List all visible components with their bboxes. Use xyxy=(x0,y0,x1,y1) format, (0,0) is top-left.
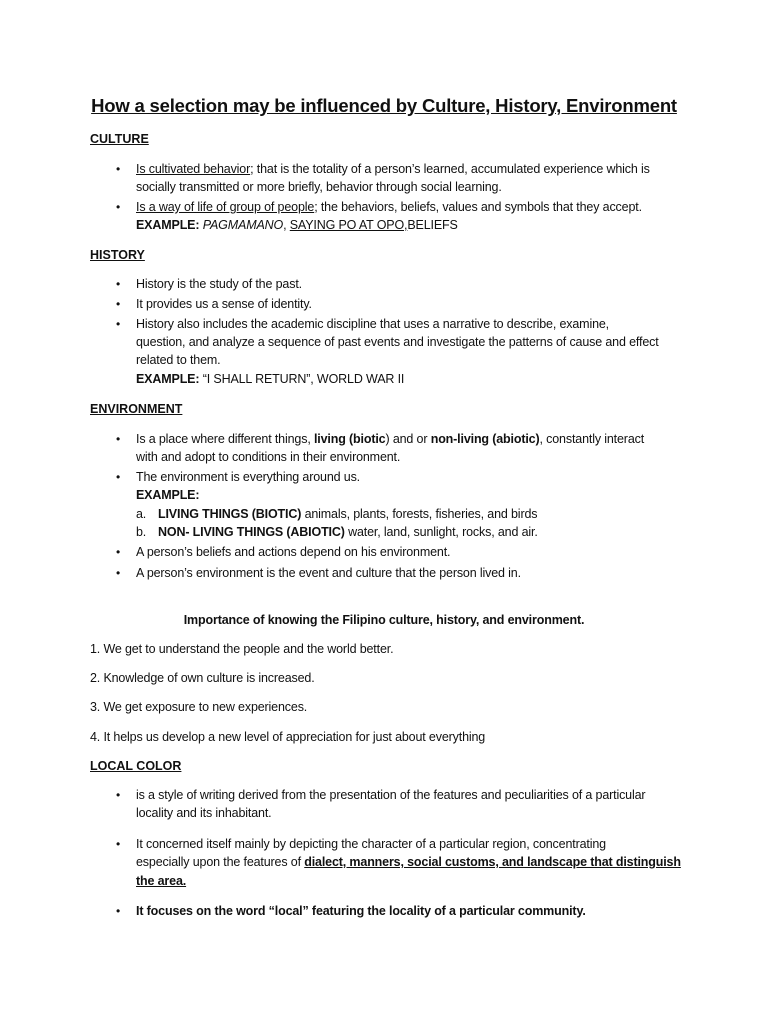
example-label: EXAMPLE: xyxy=(136,218,200,232)
example-comma: , xyxy=(283,218,287,232)
culture-item-1-rest: ; that is the totality of a person’s learned, accumulated experience which is xyxy=(250,162,650,176)
history-item-3-l3: related to them. xyxy=(136,353,221,367)
bullet-icon: • xyxy=(116,837,121,851)
importance-item-1: 1. We get to understand the people and the world better. xyxy=(90,642,394,656)
env-item-1-b: living (biotic xyxy=(313,432,386,446)
env-sub-a-bold: LIVING THINGS (BIOTIC) xyxy=(158,507,302,521)
bullet-icon: • xyxy=(116,566,121,580)
local-color-item-3: It focuses on the word “local” featuring the locality of a particular community. xyxy=(136,904,586,918)
culture-item-1-cont: socially transmitted or more briefly, behavior through social learning. xyxy=(136,180,502,194)
local-color-item-1-l1: is a style of writing derived from the presentation of the features and peculiarities of a particular xyxy=(136,788,646,802)
bullet-icon: • xyxy=(116,200,121,214)
environment-item-1-l2: with and adopt to conditions in their environment. xyxy=(136,450,401,464)
culture-example xyxy=(136,218,458,232)
culture-item-1 xyxy=(136,162,650,176)
history-item-1: History is the study of the past. xyxy=(136,277,302,291)
bullet-icon: • xyxy=(116,317,121,331)
importance-item-2: 2. Knowledge of own culture is increased. xyxy=(90,671,315,685)
history-example-text: “I SHALL RETURN”, WORLD WAR II xyxy=(202,372,405,386)
env-item-1-c: ) and or xyxy=(385,432,428,446)
environment-sub-b xyxy=(158,525,538,539)
importance-item-3: 3. We get exposure to new experiences. xyxy=(90,700,308,714)
local-color-item-2-l3: the area. xyxy=(136,874,187,888)
local-color-item-2-l2 xyxy=(136,855,681,869)
example-pagmamano: PAGMAMANO xyxy=(202,218,284,232)
bullet-icon: • xyxy=(116,545,121,559)
env-item-1-e: , constantly interact xyxy=(539,432,645,446)
history-heading: HISTORY xyxy=(90,248,145,262)
environment-item-1 xyxy=(136,432,644,446)
environment-sub-a-marker: a. xyxy=(136,507,147,521)
culture-item-1-lead: Is cultivated behavior xyxy=(136,162,251,176)
culture-heading: CULTURE xyxy=(90,132,149,146)
history-item-3-l1: History also includes the academic discipline that uses a narrative to describe, examine, xyxy=(136,317,610,331)
env-item-1-a: Is a place where different things, xyxy=(136,432,311,446)
example-beliefs: BELIEFS xyxy=(407,218,458,232)
example-label: EXAMPLE: xyxy=(136,372,200,386)
local-color-item-2-l1: It concerned itself mainly by depicting the character of a particular region, concentrating xyxy=(136,837,606,851)
importance-heading: Importance of knowing the Filipino culture, history, and environment. xyxy=(183,613,585,627)
env-item-1-d: non-living (abiotic) xyxy=(430,432,540,446)
culture-item-2-rest: ; the behaviors, beliefs, values and symbols that they accept. xyxy=(314,200,642,214)
env-sub-a-text: animals, plants, forests, fisheries, and birds xyxy=(304,507,538,521)
history-example xyxy=(136,372,404,386)
importance-item-4: 4. It helps us develop a new level of appreciation for just about everything xyxy=(90,730,486,744)
local-color-item-1-l2: locality and its inhabitant. xyxy=(136,806,272,820)
environment-sub-b-marker: b. xyxy=(136,525,147,539)
bullet-icon: • xyxy=(116,788,121,802)
history-item-2: It provides us a sense of identity. xyxy=(136,297,312,311)
document-title: How a selection may be influenced by Culture, History, Environment xyxy=(91,95,677,116)
example-saying: SAYING PO AT OPO, xyxy=(289,218,408,232)
env-sub-b-text: water, land, sunlight, rocks, and air. xyxy=(348,525,538,539)
bullet-icon: • xyxy=(116,432,121,446)
bullet-icon: • xyxy=(116,297,121,311)
local-color-item-2-l2a: especially upon the features of xyxy=(136,855,301,869)
local-color-heading: LOCAL COLOR xyxy=(90,759,182,773)
environment-example-label: EXAMPLE: xyxy=(136,488,200,502)
environment-item-4: A person’s environment is the event and culture that the person lived in. xyxy=(136,566,521,580)
env-sub-b-bold: NON- LIVING THINGS (ABIOTIC) xyxy=(158,525,345,539)
environment-heading: ENVIRONMENT xyxy=(90,402,183,416)
culture-item-2 xyxy=(136,200,642,214)
bullet-icon: • xyxy=(116,162,121,176)
environment-sub-a xyxy=(158,507,537,521)
bullet-icon: • xyxy=(116,904,121,918)
bullet-icon: • xyxy=(116,277,121,291)
bullet-icon: • xyxy=(116,470,121,484)
history-item-3-l2: question, and analyze a sequence of past events and investigate the patterns of cause and effect xyxy=(136,335,659,349)
environment-item-2: The environment is everything around us. xyxy=(136,470,360,484)
culture-item-2-lead: Is a way of life of group of people xyxy=(136,200,315,214)
environment-item-3: A person’s beliefs and actions depend on his environment. xyxy=(136,545,451,559)
local-color-item-2-l2b: dialect, manners, social customs, and landscape that distinguish xyxy=(304,855,681,869)
